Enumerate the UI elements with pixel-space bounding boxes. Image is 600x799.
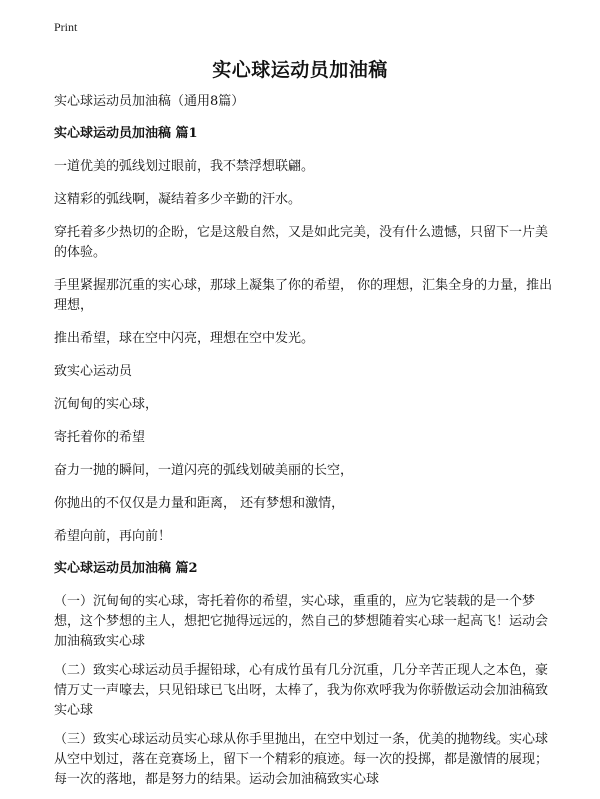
- section-heading-2: 实心球运动员加油稿 篇2: [54, 561, 198, 576]
- paragraph: 寄托着你的希望: [54, 430, 146, 445]
- paragraph: 穿托着多少热切的企盼，它是这般自然，又是如此完美，没有什么遗憾，只留下一片美的体验。: [54, 225, 549, 260]
- paragraph: 你抛出的不仅仅是力量和距离， 还有梦想和激情，: [54, 496, 345, 511]
- paragraph: 奋力一抛的瞬间，一道闪亮的弧线划破美丽的长空，: [54, 463, 354, 478]
- print-label: Print: [54, 20, 78, 34]
- document-subtitle: 实心球运动员加油稿（通用8篇）: [54, 94, 245, 109]
- paragraph: 沉甸甸的实心球，: [54, 397, 159, 412]
- paragraph: 手里紧握那沉重的实心球，那球上凝集了你的希望， 你的理想，汇集全身的力量，推出理想，: [54, 278, 553, 313]
- section-heading-1: 实心球运动员加油稿 篇1: [54, 126, 198, 141]
- paragraph: （三）致实心球运动员实心球从你手里抛出，在空中划过一条，优美的抛物线。实心球从空中划过，落在竞赛场上，留下一个精彩的痕迹。每一次的投掷，都是激情的展现；每一次的落地，都是努力的结果。运动会加油稿致实心球: [54, 732, 549, 787]
- paragraph: 致实心运动员: [54, 364, 133, 379]
- document-body: [54, 93, 554, 799]
- paragraph: 这精彩的弧线啊，凝结着多少辛勤的汗水。: [54, 192, 302, 207]
- paragraph: 一道优美的弧线划过眼前，我不禁浮想联翩。: [54, 159, 315, 174]
- paragraph: 希望向前，再向前！: [54, 529, 172, 544]
- paragraph: 推出希望，球在空中闪亮，理想在空中发光。: [54, 331, 315, 346]
- paragraph: （二）致实心球运动员手握铅球，心有成竹虽有几分沉重，几分辛苦正现人之本色，豪情万丈一声嚎去，只见铅球已飞出呀，太棒了，我为你欢呼我为你骄傲运动会加油稿致实心球: [54, 663, 549, 718]
- document-title: 实心球运动员加油稿: [212, 59, 388, 81]
- paragraph: （一）沉甸甸的实心球，寄托着你的希望，实心球，重重的，应为它装载的是一个梦想，这个梦想的主人，想把它抛得远远的，然自己的梦想随着实心球一起高飞！运动会加油稿致实心球: [54, 594, 549, 649]
